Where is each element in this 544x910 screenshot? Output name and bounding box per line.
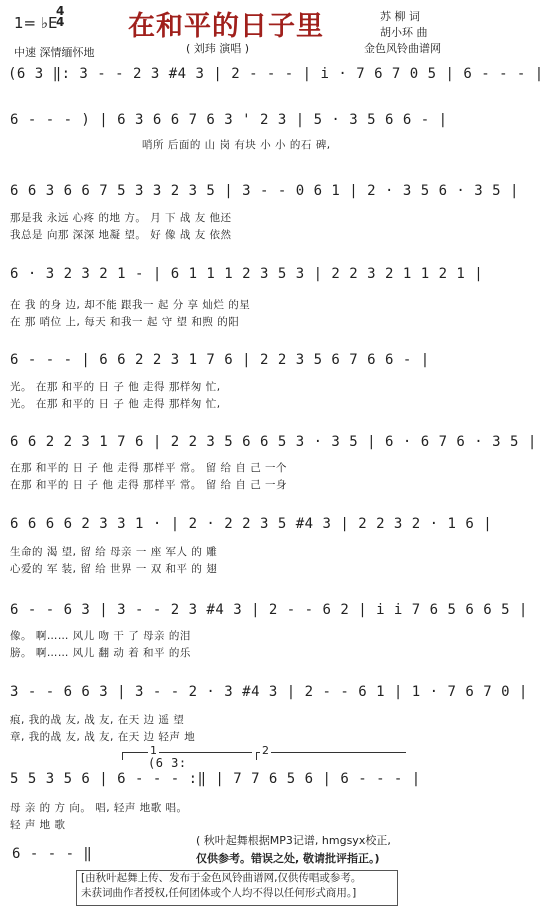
lyric-line-4b: 在 那 哨位 上, 每天 和我一 起 守 望 和煦 的阳: [10, 316, 240, 328]
lyric-line-2a: 哨所 后面的 山 岗 有块 小 小 的石 碑,: [142, 139, 331, 151]
lyric-line-5b: 光。 在那 和平的 日 子 他 走得 那样匆 忙,: [10, 398, 221, 410]
volta-bracket-2: [256, 752, 406, 753]
score-line-5: 6 - - - | 6 6 2 2 3 1 7 6 | 2 2 3 5 6 7 6 6 - |: [10, 352, 430, 368]
score-line-8: 6 - - 6 3 | 3 - - 2 3 #4 3 | 2 - - 6 2 | i i 7 6 5 6 6 5 |: [10, 602, 528, 618]
score-line-1: (6 3 ‖: 3 - - 2 3 #4 3 | 2 - - - | i · 7 6 7 0 5 | 6 - - - |: [8, 66, 544, 82]
key-signature: 1= ♭E: [14, 14, 58, 32]
lyric-line-6b: 在那 和平的 日 子 他 走得 那样平 常。 留 给 自 己 一身: [10, 479, 288, 491]
score-line-2: 6 - - - ) | 6 3 6 6 7 6 3 ' 2 3 | 5 · 3 5 6 6 - |: [10, 112, 448, 128]
composer: 胡小环 曲: [380, 26, 428, 39]
time-bottom: 4: [56, 15, 65, 29]
lyric-line-9b: 章, 我的战 友, 战 友, 在天 边 轻声 地: [10, 731, 196, 743]
site-name: 金色风铃曲谱网: [364, 42, 441, 55]
lyric-line-3a: 那是我 永远 心疼 的地 方。 月 下 战 友 他还: [10, 212, 232, 224]
score-line-6: 6 6 2 2 3 1 7 6 | 2 2 3 5 6 6 5 3 · 3 5 | 6 · 6 7 6 · 3 5 |: [10, 434, 537, 450]
score-line-3: 6 6 3 6 6 7 5 3 3 2 3 5 | 3 - - 0 6 1 | 2 · 3 5 6 · 3 5 |: [10, 183, 519, 199]
lyric-line-5a: 光。 在那 和平的 日 子 他 走得 那样匆 忙,: [10, 381, 221, 393]
time-signature: [56, 6, 64, 28]
repeat-marker: (6 3:: [148, 756, 187, 770]
score-line-4: 6 · 3 2 3 2 1 - | 6 1 1 1 2 3 5 3 | 2 2 3 2 1 1 2 1 |: [10, 266, 484, 282]
score-line-11: 6 - - - ‖: [12, 846, 93, 862]
footer-line-2: 未获词曲作者授权,任何团体或个人均不得以任何形式商用。]: [81, 887, 357, 899]
volta-first-label: 1: [150, 744, 157, 757]
score-line-9: 3 - - 6 6 3 | 3 - - 2 · 3 #4 3 | 2 - - 6 1 | 1 · 7 6 7 0 |: [10, 684, 528, 700]
lyric-line-10b: 轻 声 地 歌: [10, 819, 66, 831]
lyric-line-6a: 在那 和平的 日 子 他 走得 那样平 常。 留 给 自 己 一个: [10, 462, 288, 474]
lyric-line-8a: 像。 啊…… 风儿 吻 干 了 母亲 的泪: [10, 630, 191, 642]
lyric-line-4a: 在 我 的身 边, 却不能 跟我一 起 分 享 灿烂 的星: [10, 299, 251, 311]
score-line-7: 6 6 6 6 2 3 3 1 · | 2 · 2 2 3 5 #4 3 | 2 2 3 2 · 1 6 |: [10, 516, 493, 532]
lyric-line-7a: 生命的 渴 望, 留 给 母亲 一 座 军人 的 雕: [10, 546, 218, 558]
singer: ( 刘玮 演唱 ): [186, 42, 250, 55]
time-top: 4: [56, 4, 65, 18]
tempo-marking: 中速 深情缅怀地: [14, 46, 95, 59]
transcription-note-2: 仅供参考。错误之处, 敬请批评指正。): [196, 852, 380, 865]
lyric-line-7b: 心爱的 军 装, 留 给 世界 一 双 和平 的 翅: [10, 563, 218, 575]
volta-second-label: 2: [262, 744, 269, 757]
volta-bracket-1-left: [122, 752, 123, 760]
volta-bracket-1: [122, 752, 252, 753]
transcription-note-1: ( 秋叶起舞根据MP3记谱, hmgsyx校正,: [196, 834, 391, 847]
volta-bracket-2-left: [256, 752, 257, 760]
lyric-line-10a: 母 亲 的 方 向。 唱, 轻声 地歌 唱。: [10, 802, 188, 814]
lyric-line-9a: 痕, 我的战 友, 战 友, 在天 边 遥 望: [10, 714, 185, 726]
song-title: 在和平的日子里: [128, 11, 324, 42]
footer-box: [76, 870, 398, 906]
footer-line-1: [由秋叶起舞上传、发布于金色风铃曲谱网,仅供传唱或参考。: [81, 872, 362, 884]
lyricist: 苏 柳 词: [380, 10, 420, 23]
score-line-10: 5 5 3 5 6 | 6 - - - :‖ | 7 7 6 5 6 | 6 - - - |: [10, 771, 421, 787]
lyric-line-8b: 膀。 啊…… 风儿 翻 动 着 和平 的乐: [10, 647, 191, 659]
lyric-line-3b: 我总是 向那 深深 地凝 望。 好 像 战 友 依然: [10, 229, 232, 241]
